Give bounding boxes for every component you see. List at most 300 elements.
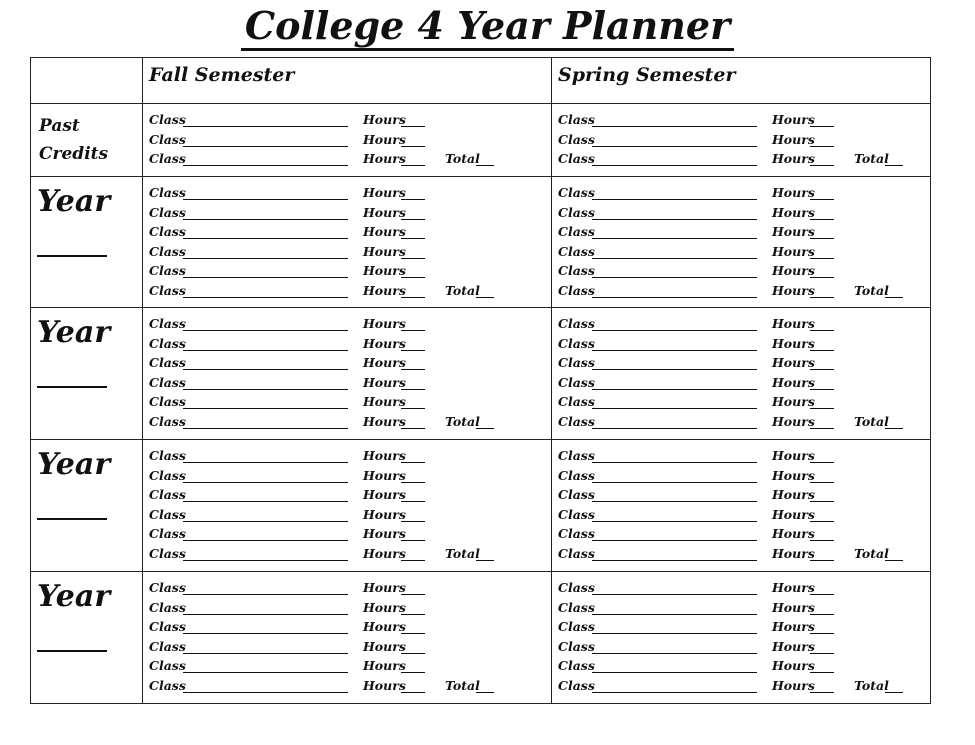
class-label: Class bbox=[558, 487, 595, 503]
class-label: Class bbox=[558, 448, 595, 463]
total-label: Total bbox=[854, 413, 889, 429]
class-label: Class bbox=[558, 467, 595, 483]
total-blank[interactable] bbox=[476, 692, 494, 693]
hours-blank[interactable] bbox=[401, 633, 425, 634]
class-label: Class bbox=[149, 151, 186, 167]
hours-label: Hours bbox=[363, 355, 406, 371]
course-line bbox=[149, 151, 551, 171]
hours-blank[interactable] bbox=[401, 199, 425, 200]
year-blank-line bbox=[37, 255, 107, 257]
course-line bbox=[558, 448, 930, 468]
planner-table bbox=[30, 57, 931, 704]
hours-blank[interactable] bbox=[810, 521, 834, 522]
class-label: Class bbox=[558, 619, 595, 635]
hours-blank[interactable] bbox=[810, 462, 834, 463]
class-blank[interactable] bbox=[592, 560, 757, 561]
year-label-text: Year bbox=[37, 579, 111, 614]
class-label: Class bbox=[558, 185, 595, 200]
class-label: Class bbox=[558, 677, 595, 693]
course-line bbox=[558, 316, 930, 336]
fall-semester-header: Fall Semester bbox=[143, 58, 552, 104]
hours-blank[interactable] bbox=[401, 165, 425, 166]
total-label: Total bbox=[445, 545, 480, 561]
class-label: Class bbox=[149, 243, 186, 259]
total-label: Total bbox=[445, 282, 480, 298]
year-row-2 bbox=[31, 308, 931, 440]
class-blank[interactable] bbox=[183, 653, 348, 654]
hours-blank[interactable] bbox=[810, 199, 834, 200]
course-line bbox=[558, 639, 930, 659]
hours-label: Hours bbox=[363, 282, 406, 298]
course-line bbox=[558, 224, 930, 244]
class-blank[interactable] bbox=[592, 540, 757, 541]
total-label: Total bbox=[445, 413, 480, 429]
course-line bbox=[558, 283, 930, 303]
hours-blank[interactable] bbox=[810, 277, 834, 278]
class-blank[interactable] bbox=[183, 633, 348, 634]
total-blank[interactable] bbox=[885, 165, 903, 166]
course-line bbox=[149, 316, 551, 336]
class-label: Class bbox=[558, 112, 595, 127]
year1-fall-cell bbox=[143, 177, 552, 308]
year2-fall-cell bbox=[143, 308, 552, 440]
class-blank[interactable] bbox=[592, 219, 757, 220]
class-blank[interactable] bbox=[592, 672, 757, 673]
hours-label: Hours bbox=[772, 580, 815, 595]
hours-label: Hours bbox=[363, 619, 406, 635]
hours-blank[interactable] bbox=[810, 614, 834, 615]
year-label-text: Year bbox=[37, 184, 111, 219]
hours-blank[interactable] bbox=[401, 594, 425, 595]
course-line bbox=[558, 678, 930, 698]
class-blank[interactable] bbox=[592, 462, 757, 463]
class-label: Class bbox=[149, 316, 186, 331]
course-line bbox=[558, 151, 930, 171]
course-line bbox=[558, 526, 930, 546]
hours-label: Hours bbox=[363, 394, 406, 410]
hours-blank[interactable] bbox=[810, 389, 834, 390]
year3-spring-cell bbox=[552, 440, 931, 572]
class-blank[interactable] bbox=[592, 428, 757, 429]
year-blank-line bbox=[37, 518, 107, 520]
class-label: Class bbox=[558, 131, 595, 147]
course-line bbox=[558, 600, 930, 620]
hours-blank[interactable] bbox=[810, 653, 834, 654]
hours-blank[interactable] bbox=[810, 350, 834, 351]
class-blank[interactable] bbox=[183, 277, 348, 278]
hours-label: Hours bbox=[363, 131, 406, 147]
hours-label: Hours bbox=[772, 282, 815, 298]
class-label: Class bbox=[558, 335, 595, 351]
hours-blank[interactable] bbox=[810, 219, 834, 220]
hours-label: Hours bbox=[772, 224, 815, 240]
class-label: Class bbox=[149, 374, 186, 390]
class-label: Class bbox=[149, 131, 186, 147]
class-blank[interactable] bbox=[592, 258, 757, 259]
course-line bbox=[558, 205, 930, 225]
hours-label: Hours bbox=[772, 467, 815, 483]
hours-blank[interactable] bbox=[401, 126, 425, 127]
course-line bbox=[149, 546, 551, 566]
class-blank[interactable] bbox=[183, 219, 348, 220]
hours-label: Hours bbox=[363, 545, 406, 561]
hours-blank[interactable] bbox=[810, 238, 834, 239]
class-blank[interactable] bbox=[183, 428, 348, 429]
hours-blank[interactable] bbox=[810, 672, 834, 673]
class-blank[interactable] bbox=[592, 369, 757, 370]
year-label-1 bbox=[31, 177, 143, 308]
hours-label: Hours bbox=[772, 658, 815, 674]
total-label: Total bbox=[854, 282, 889, 298]
course-line bbox=[558, 619, 930, 639]
hours-label: Hours bbox=[363, 185, 406, 200]
hours-label: Hours bbox=[363, 243, 406, 259]
course-line bbox=[558, 394, 930, 414]
class-label: Class bbox=[149, 448, 186, 463]
hours-blank[interactable] bbox=[401, 428, 425, 429]
course-line bbox=[149, 448, 551, 468]
hours-blank[interactable] bbox=[810, 369, 834, 370]
course-line bbox=[558, 263, 930, 283]
class-blank[interactable] bbox=[183, 540, 348, 541]
class-blank[interactable] bbox=[183, 330, 348, 331]
class-blank[interactable] bbox=[592, 653, 757, 654]
hours-label: Hours bbox=[772, 677, 815, 693]
class-blank[interactable] bbox=[592, 297, 757, 298]
hours-blank[interactable] bbox=[401, 146, 425, 147]
hours-blank[interactable] bbox=[810, 297, 834, 298]
class-label: Class bbox=[149, 658, 186, 674]
class-label: Class bbox=[149, 619, 186, 635]
hours-label: Hours bbox=[363, 506, 406, 522]
class-label: Class bbox=[558, 355, 595, 371]
class-label: Class bbox=[558, 151, 595, 167]
class-blank[interactable] bbox=[183, 126, 348, 127]
course-line bbox=[558, 414, 930, 434]
total-label: Total bbox=[445, 151, 480, 167]
hours-label: Hours bbox=[772, 599, 815, 615]
hours-label: Hours bbox=[772, 263, 815, 279]
class-label: Class bbox=[558, 580, 595, 595]
class-label: Class bbox=[558, 374, 595, 390]
course-line bbox=[149, 658, 551, 678]
class-label: Class bbox=[149, 224, 186, 240]
year-row-3 bbox=[31, 440, 931, 572]
total-label: Total bbox=[854, 151, 889, 167]
hours-blank[interactable] bbox=[401, 238, 425, 239]
course-line bbox=[558, 336, 930, 356]
class-blank[interactable] bbox=[183, 672, 348, 673]
hours-label: Hours bbox=[363, 263, 406, 279]
hours-blank[interactable] bbox=[401, 258, 425, 259]
class-blank[interactable] bbox=[592, 389, 757, 390]
class-blank[interactable] bbox=[592, 126, 757, 127]
hours-blank[interactable] bbox=[810, 594, 834, 595]
header-row bbox=[31, 58, 931, 104]
hours-label: Hours bbox=[363, 677, 406, 693]
course-line bbox=[149, 507, 551, 527]
class-blank[interactable] bbox=[592, 408, 757, 409]
class-blank[interactable] bbox=[592, 146, 757, 147]
course-line bbox=[558, 468, 930, 488]
course-line bbox=[149, 639, 551, 659]
hours-blank[interactable] bbox=[401, 672, 425, 673]
total-blank[interactable] bbox=[885, 297, 903, 298]
class-blank[interactable] bbox=[183, 521, 348, 522]
total-blank[interactable] bbox=[476, 428, 494, 429]
total-blank[interactable] bbox=[476, 165, 494, 166]
hours-blank[interactable] bbox=[401, 653, 425, 654]
hours-label: Hours bbox=[363, 112, 406, 127]
class-blank[interactable] bbox=[592, 614, 757, 615]
hours-blank[interactable] bbox=[401, 540, 425, 541]
hours-label: Hours bbox=[363, 413, 406, 429]
course-line bbox=[558, 355, 930, 375]
class-blank[interactable] bbox=[592, 633, 757, 634]
course-line bbox=[558, 375, 930, 395]
hours-label: Hours bbox=[772, 316, 815, 331]
course-line bbox=[149, 468, 551, 488]
course-line bbox=[149, 600, 551, 620]
hours-blank[interactable] bbox=[810, 428, 834, 429]
course-line bbox=[149, 355, 551, 375]
course-line bbox=[149, 678, 551, 698]
class-label: Class bbox=[558, 204, 595, 220]
course-line bbox=[149, 487, 551, 507]
class-blank[interactable] bbox=[183, 146, 348, 147]
course-line bbox=[558, 507, 930, 527]
hours-blank[interactable] bbox=[401, 389, 425, 390]
course-line bbox=[558, 546, 930, 566]
hours-blank[interactable] bbox=[401, 330, 425, 331]
class-blank[interactable] bbox=[592, 501, 757, 502]
hours-label: Hours bbox=[363, 658, 406, 674]
hours-blank[interactable] bbox=[810, 408, 834, 409]
class-blank[interactable] bbox=[183, 614, 348, 615]
year-row-4 bbox=[31, 572, 931, 704]
class-blank[interactable] bbox=[592, 692, 757, 693]
class-label: Class bbox=[558, 638, 595, 654]
year-label-3 bbox=[31, 440, 143, 572]
past-label-line2: Credits bbox=[39, 144, 109, 164]
hours-blank[interactable] bbox=[401, 482, 425, 483]
class-label: Class bbox=[558, 506, 595, 522]
hours-blank[interactable] bbox=[401, 501, 425, 502]
total-label: Total bbox=[854, 677, 889, 693]
hours-blank[interactable] bbox=[810, 330, 834, 331]
hours-label: Hours bbox=[772, 204, 815, 220]
course-line bbox=[149, 132, 551, 152]
class-blank[interactable] bbox=[183, 389, 348, 390]
hours-label: Hours bbox=[363, 224, 406, 240]
class-label: Class bbox=[558, 545, 595, 561]
page-title bbox=[0, 0, 975, 56]
class-blank[interactable] bbox=[183, 594, 348, 595]
hours-blank[interactable] bbox=[810, 165, 834, 166]
class-label: Class bbox=[149, 355, 186, 371]
past-credits-row bbox=[31, 104, 931, 177]
course-line bbox=[149, 224, 551, 244]
hours-label: Hours bbox=[363, 487, 406, 503]
class-blank[interactable] bbox=[183, 350, 348, 351]
course-line bbox=[558, 244, 930, 264]
hours-blank[interactable] bbox=[810, 146, 834, 147]
total-label: Total bbox=[854, 545, 889, 561]
total-label: Total bbox=[445, 677, 480, 693]
year-label-text: Year bbox=[37, 315, 111, 350]
hours-blank[interactable] bbox=[401, 350, 425, 351]
corner-cell bbox=[31, 58, 143, 104]
hours-blank[interactable] bbox=[401, 408, 425, 409]
class-label: Class bbox=[149, 335, 186, 351]
hours-label: Hours bbox=[772, 526, 815, 542]
course-line bbox=[149, 394, 551, 414]
hours-label: Hours bbox=[363, 599, 406, 615]
class-blank[interactable] bbox=[183, 297, 348, 298]
class-blank[interactable] bbox=[183, 165, 348, 166]
year3-fall-cell bbox=[143, 440, 552, 572]
course-line bbox=[149, 283, 551, 303]
hours-label: Hours bbox=[363, 204, 406, 220]
class-blank[interactable] bbox=[592, 521, 757, 522]
class-blank[interactable] bbox=[183, 408, 348, 409]
course-line bbox=[558, 580, 930, 600]
past-fall-cell bbox=[143, 104, 552, 177]
year-blank-line bbox=[37, 650, 107, 652]
class-blank[interactable] bbox=[183, 482, 348, 483]
year-label-4 bbox=[31, 572, 143, 704]
year1-spring-cell bbox=[552, 177, 931, 308]
hours-blank[interactable] bbox=[810, 540, 834, 541]
hours-blank[interactable] bbox=[810, 560, 834, 561]
total-blank[interactable] bbox=[476, 560, 494, 561]
hours-label: Hours bbox=[772, 638, 815, 654]
hours-label: Hours bbox=[772, 185, 815, 200]
total-blank[interactable] bbox=[885, 560, 903, 561]
year-blank-line bbox=[37, 386, 107, 388]
course-line bbox=[149, 205, 551, 225]
hours-blank[interactable] bbox=[810, 126, 834, 127]
course-line bbox=[558, 658, 930, 678]
hours-blank[interactable] bbox=[810, 258, 834, 259]
year4-spring-cell bbox=[552, 572, 931, 704]
class-label: Class bbox=[149, 467, 186, 483]
hours-blank[interactable] bbox=[401, 219, 425, 220]
hours-blank[interactable] bbox=[401, 692, 425, 693]
hours-blank[interactable] bbox=[401, 614, 425, 615]
class-blank[interactable] bbox=[183, 369, 348, 370]
year-label-text: Year bbox=[37, 447, 111, 482]
hours-label: Hours bbox=[772, 394, 815, 410]
hours-label: Hours bbox=[363, 526, 406, 542]
class-blank[interactable] bbox=[592, 238, 757, 239]
hours-label: Hours bbox=[772, 487, 815, 503]
class-blank[interactable] bbox=[592, 330, 757, 331]
hours-blank[interactable] bbox=[401, 462, 425, 463]
class-label: Class bbox=[149, 526, 186, 542]
hours-label: Hours bbox=[772, 448, 815, 463]
class-blank[interactable] bbox=[592, 199, 757, 200]
hours-label: Hours bbox=[363, 335, 406, 351]
hours-blank[interactable] bbox=[401, 560, 425, 561]
class-label: Class bbox=[149, 545, 186, 561]
class-blank[interactable] bbox=[183, 199, 348, 200]
class-blank[interactable] bbox=[183, 560, 348, 561]
hours-label: Hours bbox=[772, 151, 815, 167]
class-label: Class bbox=[149, 638, 186, 654]
course-line bbox=[149, 414, 551, 434]
hours-label: Hours bbox=[363, 580, 406, 595]
course-line bbox=[149, 336, 551, 356]
class-label: Class bbox=[558, 263, 595, 279]
hours-blank[interactable] bbox=[810, 633, 834, 634]
hours-blank[interactable] bbox=[401, 521, 425, 522]
course-line bbox=[558, 132, 930, 152]
hours-blank[interactable] bbox=[810, 501, 834, 502]
class-blank[interactable] bbox=[592, 350, 757, 351]
hours-blank[interactable] bbox=[810, 482, 834, 483]
class-label: Class bbox=[149, 394, 186, 410]
hours-label: Hours bbox=[363, 316, 406, 331]
hours-blank[interactable] bbox=[401, 297, 425, 298]
total-blank[interactable] bbox=[885, 428, 903, 429]
class-blank[interactable] bbox=[183, 462, 348, 463]
class-label: Class bbox=[558, 599, 595, 615]
class-blank[interactable] bbox=[183, 692, 348, 693]
hours-label: Hours bbox=[772, 335, 815, 351]
course-line bbox=[149, 185, 551, 205]
hours-label: Hours bbox=[772, 545, 815, 561]
course-line bbox=[149, 263, 551, 283]
class-label: Class bbox=[558, 224, 595, 240]
course-line bbox=[149, 244, 551, 264]
hours-blank[interactable] bbox=[401, 369, 425, 370]
course-line bbox=[558, 112, 930, 132]
hours-label: Hours bbox=[772, 413, 815, 429]
class-blank[interactable] bbox=[183, 238, 348, 239]
class-blank[interactable] bbox=[183, 501, 348, 502]
class-blank[interactable] bbox=[183, 258, 348, 259]
class-label: Class bbox=[149, 413, 186, 429]
spring-semester-header: Spring Semester bbox=[552, 58, 931, 104]
past-label-line1: Past bbox=[39, 116, 80, 136]
class-blank[interactable] bbox=[592, 277, 757, 278]
class-label: Class bbox=[149, 599, 186, 615]
course-line bbox=[558, 185, 930, 205]
total-blank[interactable] bbox=[885, 692, 903, 693]
hours-label: Hours bbox=[772, 131, 815, 147]
hours-label: Hours bbox=[772, 619, 815, 635]
class-label: Class bbox=[149, 204, 186, 220]
year-row-1 bbox=[31, 177, 931, 308]
class-blank[interactable] bbox=[592, 482, 757, 483]
class-label: Class bbox=[149, 263, 186, 279]
class-label: Class bbox=[558, 282, 595, 298]
class-label: Class bbox=[558, 526, 595, 542]
year4-fall-cell bbox=[143, 572, 552, 704]
class-label: Class bbox=[558, 413, 595, 429]
hours-blank[interactable] bbox=[810, 692, 834, 693]
class-blank[interactable] bbox=[592, 594, 757, 595]
hours-label: Hours bbox=[772, 506, 815, 522]
hours-label: Hours bbox=[363, 467, 406, 483]
class-blank[interactable] bbox=[592, 165, 757, 166]
hours-blank[interactable] bbox=[401, 277, 425, 278]
page-title-text: College 4 Year Planner bbox=[241, 3, 734, 51]
year2-spring-cell bbox=[552, 308, 931, 440]
total-blank[interactable] bbox=[476, 297, 494, 298]
class-label: Class bbox=[149, 112, 186, 127]
